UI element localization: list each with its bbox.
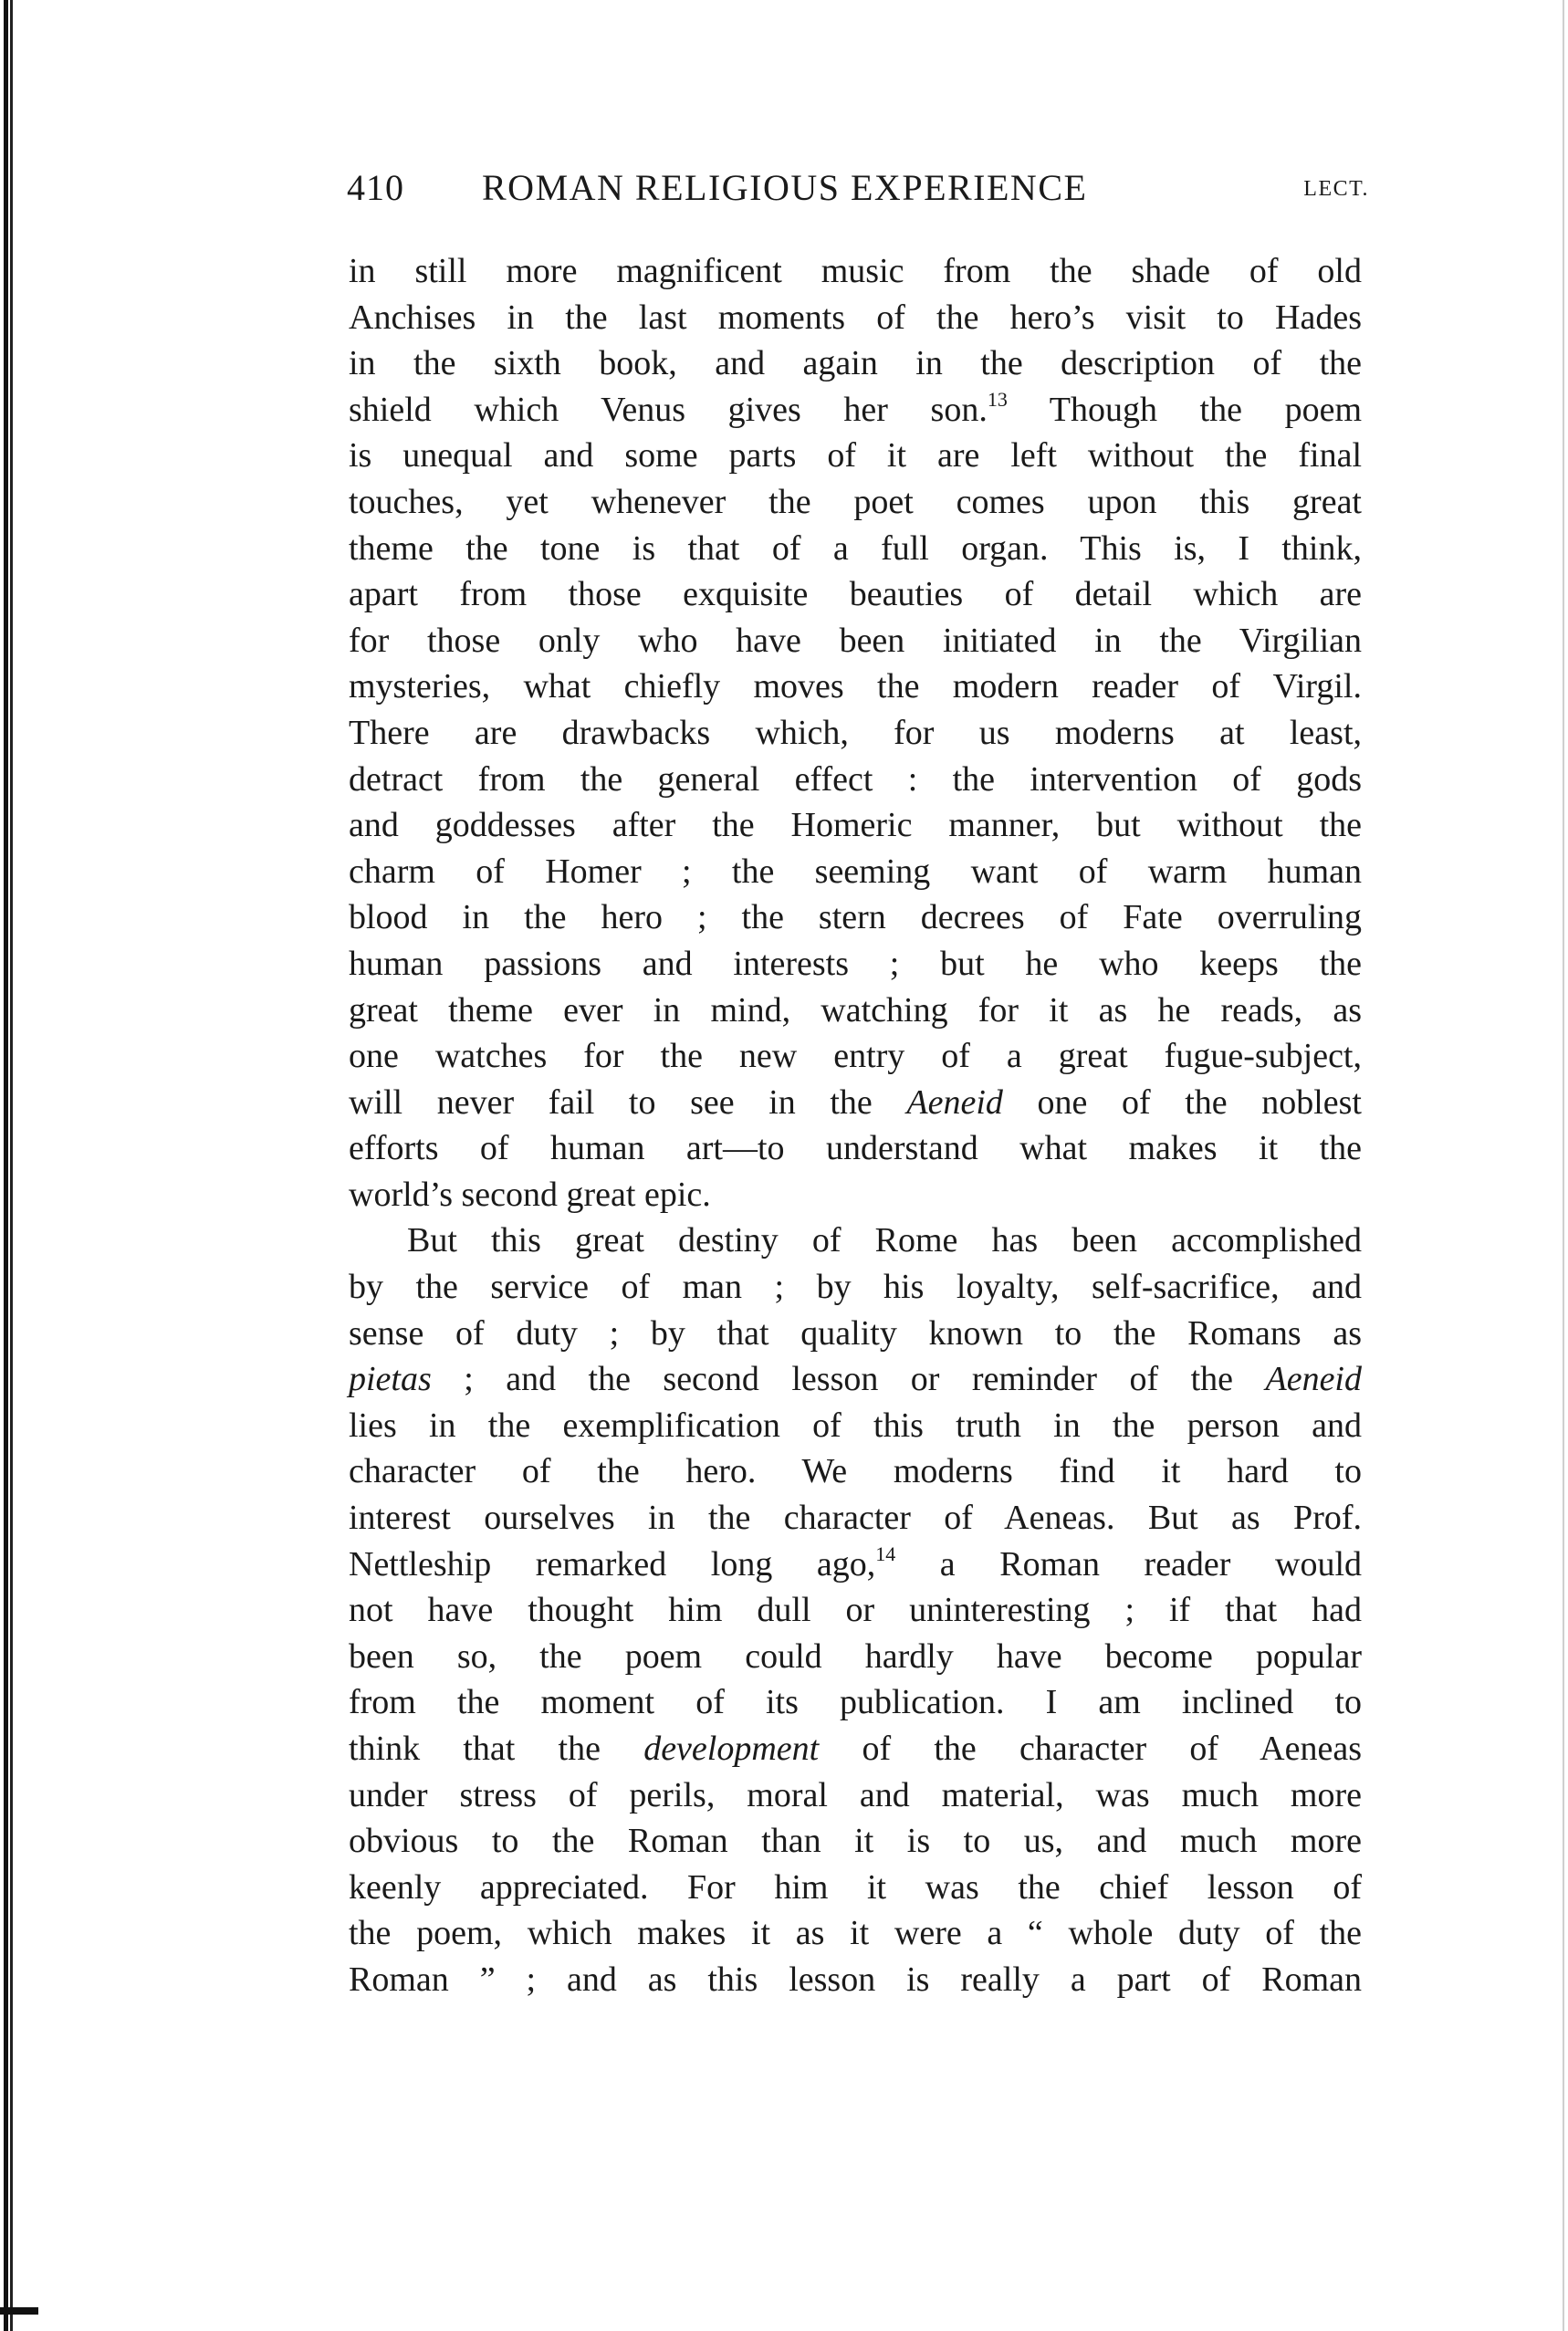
text-line: one watches for the new entry of a great fugue-subject, [349, 1037, 1362, 1076]
text-line: the poem, which makes it as it were a “ whole duty of the [349, 1914, 1362, 1953]
text-line: under stress of perils, moral and material, was much more [349, 1775, 1362, 1814]
running-header [347, 166, 1369, 221]
text-line: obvious to the Roman than it is to us, and much more [349, 1822, 1362, 1861]
text-line: But this great destiny of Rome has been accomplished [407, 1221, 1362, 1260]
text-line: apart from those exquisite beauties of detail which are [349, 575, 1362, 614]
text-line: Nettleship remarked long ago,$^{14}$ a Roman reader would [349, 1542, 1362, 1584]
text-line: think that the development of the character of Aeneas [349, 1730, 1362, 1768]
lecture-abbrev: LECT. [1303, 177, 1369, 201]
footnote-ref: 14 [875, 1542, 896, 1565]
text-line: in still more magnificent music from the shade of old [349, 252, 1362, 290]
text-line: character of the hero. We moderns find it hard to [349, 1452, 1362, 1491]
text-line: Roman ” ; and as this lesson is really a part of Roman [349, 1960, 1362, 1999]
text-line: great theme ever in mind, watching for it as he reads, as [349, 990, 1362, 1030]
text-line: There are drawbacks which, for us moderns at least, [349, 713, 1362, 752]
page-number: 410 [347, 167, 404, 208]
text-line: will never fail to see in the Aeneid one of the noblest [349, 1082, 1362, 1122]
text-line: charm of Homer ; the seeming want of warm human [349, 852, 1362, 891]
text-line: efforts of human art—to understand what makes it the [349, 1129, 1362, 1168]
text-line: by the service of man ; by his loyalty, self-sacrifice, and [349, 1268, 1362, 1307]
italic-term: Aeneid [906, 1082, 1003, 1122]
text-line: in the sixth book, and again in the description of the [349, 344, 1362, 383]
text-line: pietas ; and the second lesson or reminder of the Aeneid [349, 1360, 1362, 1399]
text-line: shield which Venus gives her son.$^{13}$ Though the poem [349, 387, 1363, 429]
text-line: and goddesses after the Homeric manner, but without the [349, 806, 1362, 845]
text-line: mysteries, what chiefly moves the modern reader of Virgil. [349, 667, 1362, 706]
text-line: keenly appreciated. For him it was the chief lesson of [349, 1867, 1362, 1907]
text-line: blood in the hero ; the stern decrees of Fate overruling [349, 898, 1362, 937]
text-line: not have thought him dull or uninteresting ; if that had [349, 1591, 1362, 1630]
italic-term: pietas [349, 1360, 432, 1399]
text-line: from the moment of its publication. I am inclined to [349, 1683, 1362, 1722]
body-text [349, 248, 1362, 2003]
text-line: human passions and interests ; but he who keeps the [349, 944, 1362, 983]
text-line: Anchises in the last moments of the hero’s visit to Hades [349, 298, 1362, 337]
footnote-ref: 13 [987, 387, 1008, 411]
text-line: detract from the general effect : the intervention of gods [349, 759, 1362, 799]
text-line: for those only who have been initiated in the Virgilian [349, 621, 1362, 660]
text-line: is unequal and some parts of it are left without the final [349, 436, 1362, 476]
text-line: interest ourselves in the character of Aeneas. But as Prof. [349, 1499, 1362, 1538]
text-line: been so, the poem could hardly have become popular [349, 1636, 1362, 1676]
text-line: world’s second great epic. [349, 1175, 711, 1214]
running-title: ROMAN RELIGIOUS EXPERIENCE [482, 167, 1088, 208]
text-line: sense of duty ; by that quality known to the Romans as [349, 1313, 1362, 1353]
scan-gutter-foot [0, 2307, 38, 2315]
text-line: lies in the exemplification of this truth in the person and [349, 1406, 1362, 1445]
text-line: theme the tone is that of a full organ. This is, I think, [349, 528, 1362, 568]
italic-term: Aeneid [1265, 1360, 1362, 1399]
text-line: touches, yet whenever the poet comes upon this great [349, 482, 1362, 521]
scan-gutter-edge [0, 0, 18, 2331]
page-right-edge [1563, 0, 1564, 2331]
italic-term: development [643, 1730, 820, 1768]
